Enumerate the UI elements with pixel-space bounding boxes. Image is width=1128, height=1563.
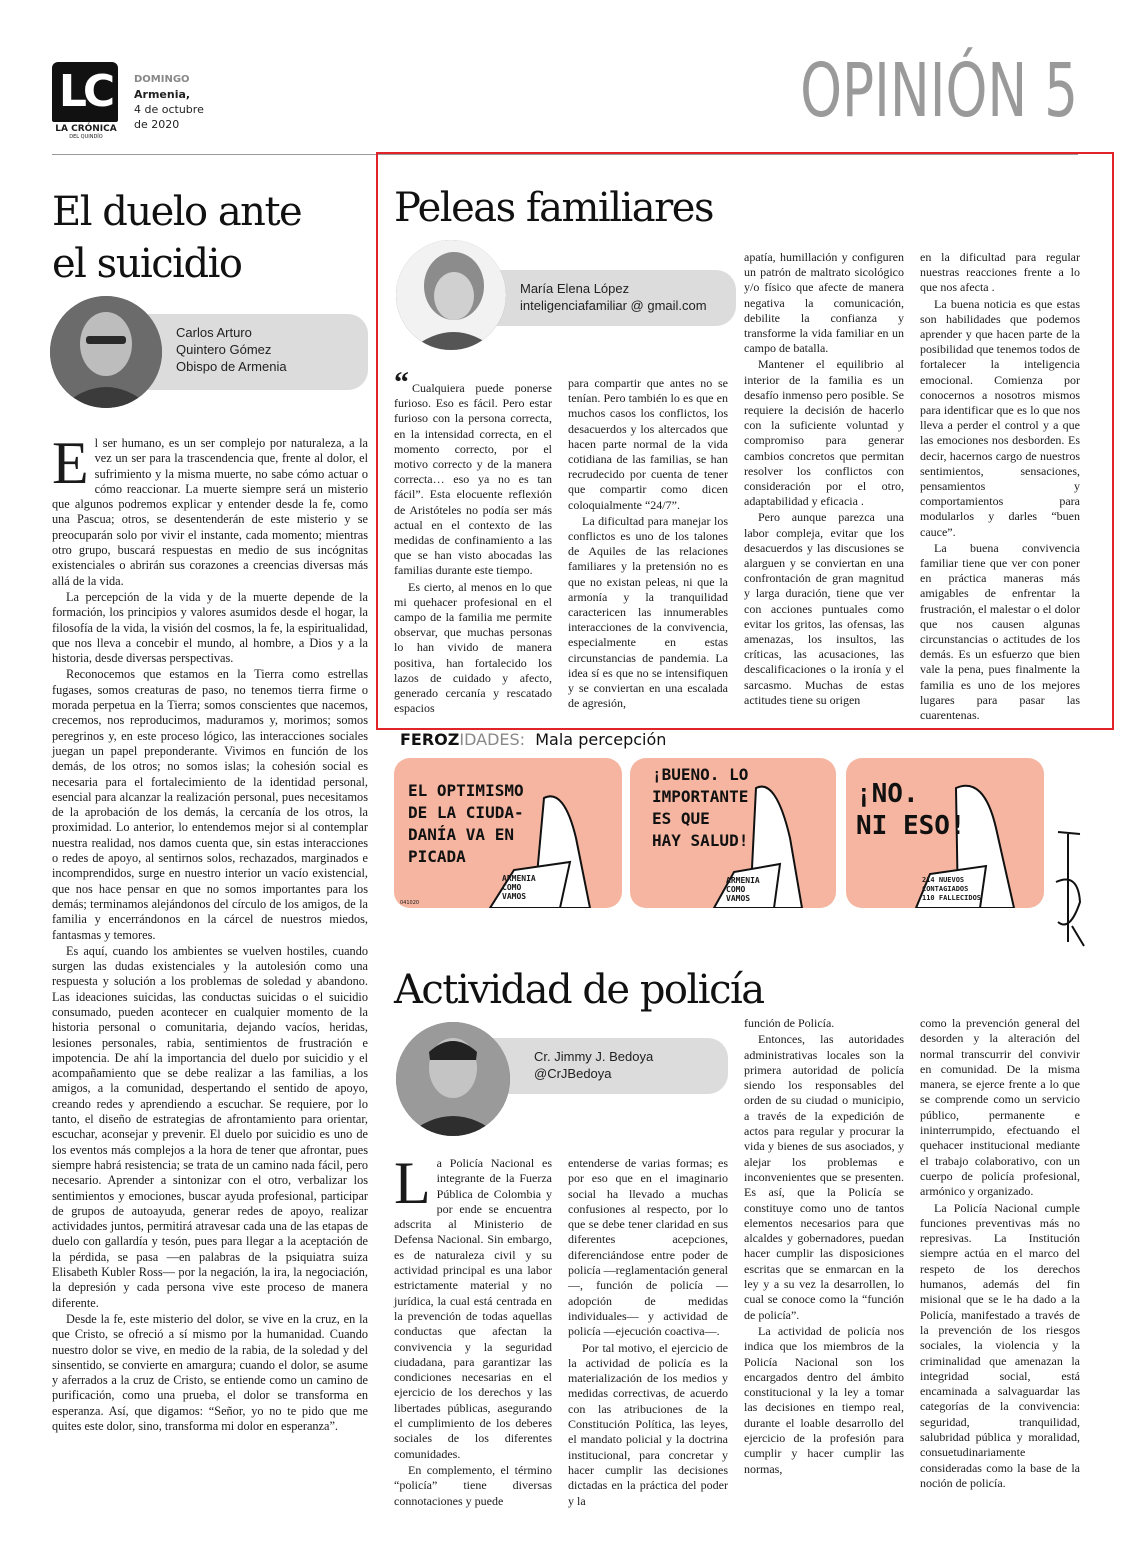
article2-paragraph: Pero aunque parezca una labor compleja, evitar que los desacuerdos y las discusiones se alarguen y se conviertan en una confrontación de gran magnitud y larga duración, tiene que ver con acciones puntuales como evitar los gritos, las ofensas, las amenazas, los insultos, las críticas, las acusaciones, las descalificaciones o la ironía y el sarcasmo. Muchas de estas actitudes tiene su origen xyxy=(744,510,904,707)
issue-date-line2: de 2020 xyxy=(134,118,180,131)
cartoon-caption: Mala percepción xyxy=(535,730,667,749)
cartoon-panel-1-text: EL OPTIMISMO DE LA CIUDA- DANÍA VA EN PICADA xyxy=(408,781,524,866)
article3-handle: @CrJBedoya xyxy=(534,1066,612,1081)
article2-byline xyxy=(486,270,736,326)
cartoon-paper-2: ARMENIA COMO VAMOS xyxy=(726,876,760,903)
cartoon-title xyxy=(400,730,666,749)
article3-paragraph: La Policía Nacional cumple funciones preventivas más no represivas. La Institución siempre actúa en el marco del respeto de los derechos humanos, además del fin misional que se le ha dado a la Policía, manifestado a través de la prevención de los riesgos sociales, la violencia y la criminalidad que amenazan la integridad social, está encaminada a salvaguardar las categorías de la convivencia: seguridad, tranquilidad, salubridad pública y moralidad, consuetudinariamente consideradas como la base de la noción de policía. xyxy=(920,1200,1080,1490)
article2-paragraph: La dificultad para manejar los conflictos es uno de los talones de Aquiles de las relaciones familiares y la pretensión no es que no existan peleas, ni que la armonía y la tranquilidad caractericen las innumerables interacciones de la convivencia, especialmente en estas circunstancias de pandemia. La idea sí es que no se intensifiquen y se conviertan en una escalada de agresión, xyxy=(568,513,728,711)
article2-paragraph: apatía, humillación y configuren un patrón de maltrato sicológico y/o físico que afecte de manera negativa la comunicación, debilite la confianza y transforme la vida familiar en un campo de batalla. xyxy=(744,250,904,356)
article2-column-1 xyxy=(394,366,552,717)
article3-paragraph: La Policía Nacional es integrante de la Fuerza Pública de Colombia y por ende se encuentra adscrita al Ministerio de Defensa Nacional. Sin embargo, es de naturaleza civil y su actividad principal es una labor estrictamente material y no jurídica, la cual está centrada en la prevención de todas aquellas conductas que afectan la convivencia y la seguridad ciudadana, para garantizar las condiciones necesarias en el ejercicio de los derechos y las libertades públicas, asegurando el cumplimiento de los deberes sociales de los diferentes comunidades. xyxy=(394,1150,552,1461)
article1-paragraph: El ser humano, es un ser complejo por naturaleza, a la vez un ser para la trascendencia que, frente al dolor, el sufrimiento y la misma muerte, no sabe cómo actuar o cómo reaccionar. La muerte siempre será un misterio que algunos podremos explicar y entender desde la fe, como una Pascua; otros, se desentenderán de este misterio y se preocuparán solo por vivir el instante, cada momento; mientras otro grupo, buscará respuestas en medio de sus incógnitas existenciales o abrirán sus corazones a creencias diversas más allá de la vida. xyxy=(52,430,368,588)
article1-paragraph: Reconocemos que estamos en la Tierra como estrellas fugases, somos creaturas de paso, no tenemos tierra firme o morada perpetua en la Tierra; somos conscientes que nacemos, crecemos, nos reproducimos, maduramos y, morimos; somos peregrinos y, en este proceso lógico, las interacciones sociales juegan un papel preponderante. Vivimos en función de los demás, de los otros; no somos islas; la cohesión social es necesaria para el fortalecimiento de la identidad personal, esencial para alcanzar la realización personal, pues necesitamos de la aprobación de los demás, la cercanía de los otros, la proximidad. Lo anterior, lo entendemos mejor si al contemplar nuestra realidad, nos damos cuenta que, sin estas interacciones o redes de apoyo, al sentirnos solos, rechazados, marginados e incomprendidos, surge en nuestro interior un vacío existencial, que nos hace pensar en que no somos importantes para los demás; terminamos alejándonos del círculo de los amigos, de la familia y encerrándonos en la cárcel de nuestros miedos, fantasmas y temores. xyxy=(52,667,368,942)
article2-author-photo xyxy=(396,240,506,350)
article2-paragraph: Es cierto, al menos en lo que mi quehacer profesional en el campo de la familia me permite observar, que muchas personas lo han vivido de manera positiva, han fortalecido los lazos de cuidado y afecto, generado cercanía y rescatado espacios xyxy=(394,579,552,716)
article3-column-2 xyxy=(568,1156,728,1510)
article3-column-1 xyxy=(394,1150,552,1510)
article3-column-3 xyxy=(744,1016,904,1478)
cartoon-series-a: FEROZ xyxy=(400,730,460,749)
issue-day: DOMINGO xyxy=(134,74,190,85)
article3-author: Cr. Jimmy J. Bedoya xyxy=(534,1049,654,1064)
article3-paragraph: La actividad de policía nos indica que los miembros de la Policía Nacional son los encargados dentro del ámbito constitucional y la ley a tomar las decisiones en tiempo real, durante el loable desarrollo del ejercicio de la profesión para cumplir y hacer cumplir las normas, xyxy=(744,1323,904,1476)
cartoon-panel-3-text: ¡NO. NI ESO! xyxy=(856,779,966,841)
article1-author-line3: Obispo de Armenia xyxy=(176,359,287,374)
article2-paragraph: en la dificultad para regular nuestras reacciones frente a lo que nos afecta . xyxy=(920,250,1080,295)
article3-paragraph: Entonces, las autoridades administrativas locales son la primera autoridad de policía siendo los responsables del orden de su ciudad o municipio, a través de la expedición de actos para regular y procurar la vida y bienes de sus asociados, y alejar los problemas e inconvenientes que se presenten. Es así, que la Policía se constituye como uno de tantos elementos necesarios para que alcaldes y gobernadores, puedan hacer cumplir las disposiciones escritas que se enmarcan en la ley y a su vez la desarrollen, lo cual se conoce como la “función de policía”. xyxy=(744,1032,904,1322)
article1-headline-line1: El duelo ante xyxy=(52,189,302,235)
cartoon-code: 041020 xyxy=(400,900,420,906)
article2-quote-mark: “ xyxy=(394,366,409,399)
article3-headline: Actividad de policía xyxy=(394,967,764,1013)
article3-author-photo xyxy=(396,1022,510,1136)
article1-paragraph: La percepción de la vida y de la muerte depende de la formación, los principios y valores asumidos desde el hogar, la filosofía de la vida, la visión del cosmos, la fe, la espiritualidad, que nos lleva a concebir el mundo, al hombre, a Dios y a la historia, desde diversas perspectivas. xyxy=(52,589,368,666)
cartoon-panel-3 xyxy=(846,758,1044,908)
newspaper-logo-name: LA CRÓNICA xyxy=(55,124,117,134)
article3-paragraph: Por tal motivo, el ejercicio de la actividad de policía es la materialización de los medios y medidas correctivas, de acuerdo con las atribuciones de la Constitución Política, las leyes, el mandato policial y la doctrina institucional, para concretar y hacer cumplir las decisiones dictadas en la práctica del poder y la xyxy=(568,1340,728,1508)
cartoon-panel-2 xyxy=(630,758,836,908)
article3-paragraph: entenderse de varias formas; es por eso que en el imaginario social ha llevado a muchas confusiones al respecto, por lo que se debe tener claridad en sus diferentes acepciones, diferenciándose entre poder de policía —reglamentación general—, función de policía —adopción de medidas individuales— y actividad de policía —ejecución coactiva—. xyxy=(568,1156,728,1339)
article3-paragraph: En complemento, el término “policía” tiene diversas connotaciones y puede xyxy=(394,1462,552,1508)
article2-author: María Elena López xyxy=(520,281,630,296)
article1-author-line1: Carlos Arturo xyxy=(176,325,252,340)
article3-paragraph: como la prevención general del desorden y la alteración del normal transcurrir del convivir en comunidad. De la misma manera, se ejerce frente a lo que se comprende como un servicio público, permanente e ininterrumpido, efectuando el quehacer institucional mediante el trabajo colaborativo, con un cuerpo de policía profesional, armónico y organizado. xyxy=(920,1016,1080,1199)
article1-body xyxy=(52,430,368,1435)
section-title: OPINIÓN 5 xyxy=(800,48,1078,134)
cartoon-panel-2-text: ¡BUENO. LO IMPORTANTE ES QUE HAY SALUD! xyxy=(652,765,749,850)
article2-column-4 xyxy=(920,250,1080,724)
cartoon-panel-1 xyxy=(394,758,622,908)
cartoon-series-b: IDADES: xyxy=(459,730,526,749)
newspaper-logo-subtitle: DEL QUINDÍO xyxy=(69,134,103,140)
article1-headline-line2: el suicidio xyxy=(52,241,242,287)
article2-column-2 xyxy=(568,376,728,712)
article3-column-4 xyxy=(920,1016,1080,1492)
article1-byline xyxy=(140,314,368,390)
article2-paragraph: “ Cualquiera puede ponerse furioso. Eso es fácil. Pero estar furioso con la persona correcta, en la intensidad correcta, en el momento correcto, por el motivo correcto y de la manera correcta… eso ya no es tan fácil”. Esta elocuente reflexión de Aristóteles no podía ser más actual en el contexto de las medidas de confinamiento a las que se han visto abocadas las familias durante este tiempo. xyxy=(394,366,552,578)
article1-author-photo xyxy=(50,296,162,408)
article2-headline: Peleas familiares xyxy=(394,185,713,231)
article2-paragraph: La buena convivencia familiar tiene que ver con poner en práctica maneras más amigables de enfrentar la frustración, el malestar o el dolor que nos causen algunas circunstancias o actitudes de los demás. Es un esfuerzo que bien vale la pena, pues finalmente la familia es uno de los mejores lugares para pasar las cuarentenas. xyxy=(920,540,1080,723)
issue-date-line1: 4 de octubre xyxy=(134,103,204,116)
issue-city: Armenia, xyxy=(134,88,191,101)
article2-paragraph: La buena noticia es que estas son habilidades que podemos aprender y que hacen parte de la posibilidad que tenemos todos de fortalecer la inteligencia emocional. Comienza por conocernos a nosotros mismos para identificar que es lo que nos lleva a perder el control y a que las emociones nos desborden. Es decir, hacernos cargo de nuestros sentimientos, sensaciones, pensamientos y comportamientos para modularlos y darles “buen cauce”. xyxy=(920,296,1080,539)
issue-date xyxy=(134,72,204,132)
article1-headline xyxy=(52,186,362,290)
article2-column-3 xyxy=(744,250,904,709)
article1-paragraph: Desde la fe, este misterio del dolor, se vive en la cruz, en la que Cristo, se ofreció a sí mismo por la humanidad. Cuando nuestro dolor se vive, en medio de la rabia, de la soledad y del sinsentido, se convierte en amargura; cuando el dolor, se asume y aferrados a la cruz de Cristo, se entiende como un camino de purificación, como una prueba, el dolor se transforma en esperanza. Así, que digamos: “Señor, yo no te pido que me quites este dolor, sino, transforma mi dolor en esperanza”. xyxy=(52,1311,368,1433)
article1-dropcap: E xyxy=(52,430,89,496)
cartoon-paper-1: ARMENIA COMO VAMOS xyxy=(502,874,536,901)
article2-email: inteligenciafamiliar @ gmail.com xyxy=(520,298,707,313)
newspaper-logo: LC xyxy=(52,62,118,122)
article3-byline xyxy=(488,1038,728,1094)
article3-dropcap: L xyxy=(394,1150,431,1216)
cartoonist-signature xyxy=(1050,822,1090,952)
article2-paragraph: Mantener el equilibrio al interior de la familia es un desafío inmenso pero posible. Se requiere la decisión de hacerlo con la suficiente voluntad y compromiso para generar cambios concretos que permitan resolver los conflictos con consideración por el otro, adaptabilidad y eficacia . xyxy=(744,357,904,509)
article1-paragraph: Es aquí, cuando los ambientes se vuelven hostiles, cuando surgen las dudas existenciales y la autolesión como una respuesta y solución a los problemas de soledad y abandono. Las ideaciones suicidas, las conductas suicidas o el suicidio consumado, pueden acontecer en cualquier momento de la historia personal o comunitaria, dejando vacíos, heridas, lesiones personales, rabia, sentimientos de frustración e impotencia. De ahí la importancia del duelo por suicidio y el acompañamiento que se debe realizar a las familias, a los amigos, a la comunidad, despertando el sentido de apoyo, creando redes y aprendiendo a escuchar. Se requiere, por lo tanto, el diseño de estrategias de afrontamiento para orientar, escuchar, aconsejar y prevenir. El duelo por suicidio es uno de los eventos más complejos a la hora de tener que afrontar, pues siempre habrá resistencia; se trata de un camino nada fácil, pero necesario. Aprender a sintonizar con el otro, verbalizar los sentimientos y emociones, buscar ayuda profesional, participar de grupos de autoayuda, generar redes de apoyo, realizar actividades juntos, permitirá atravesar cada una de las etapas de duelo con gallardía y tesón, pues para llegar a la aceptación de la pérdida, se pasa —en palabras de la psiquiatra suiza Elisabeth Kubler Ross— por la negación, la ira, la negociación, la depresión y cada persona vive este proceso de manera diferente. xyxy=(52,943,368,1310)
cartoon-paper-3: 214 NUEVOS CONTAGIADOS 110 FALLECIDOS xyxy=(922,876,982,902)
article3-paragraph: función de Policía. xyxy=(744,1016,835,1030)
article2-paragraph: para compartir que antes no se tenían. Pero también lo es que en muchos casos los conflictos, los desacuerdos y los altercados que hacen parte normal de la vida cotidiana de las familias, se han recrudecido por cuenta de tener que compartir como dicen coloquialmente “24/7”. xyxy=(568,376,728,512)
article1-author-line2: Quintero Gómez xyxy=(176,342,272,357)
